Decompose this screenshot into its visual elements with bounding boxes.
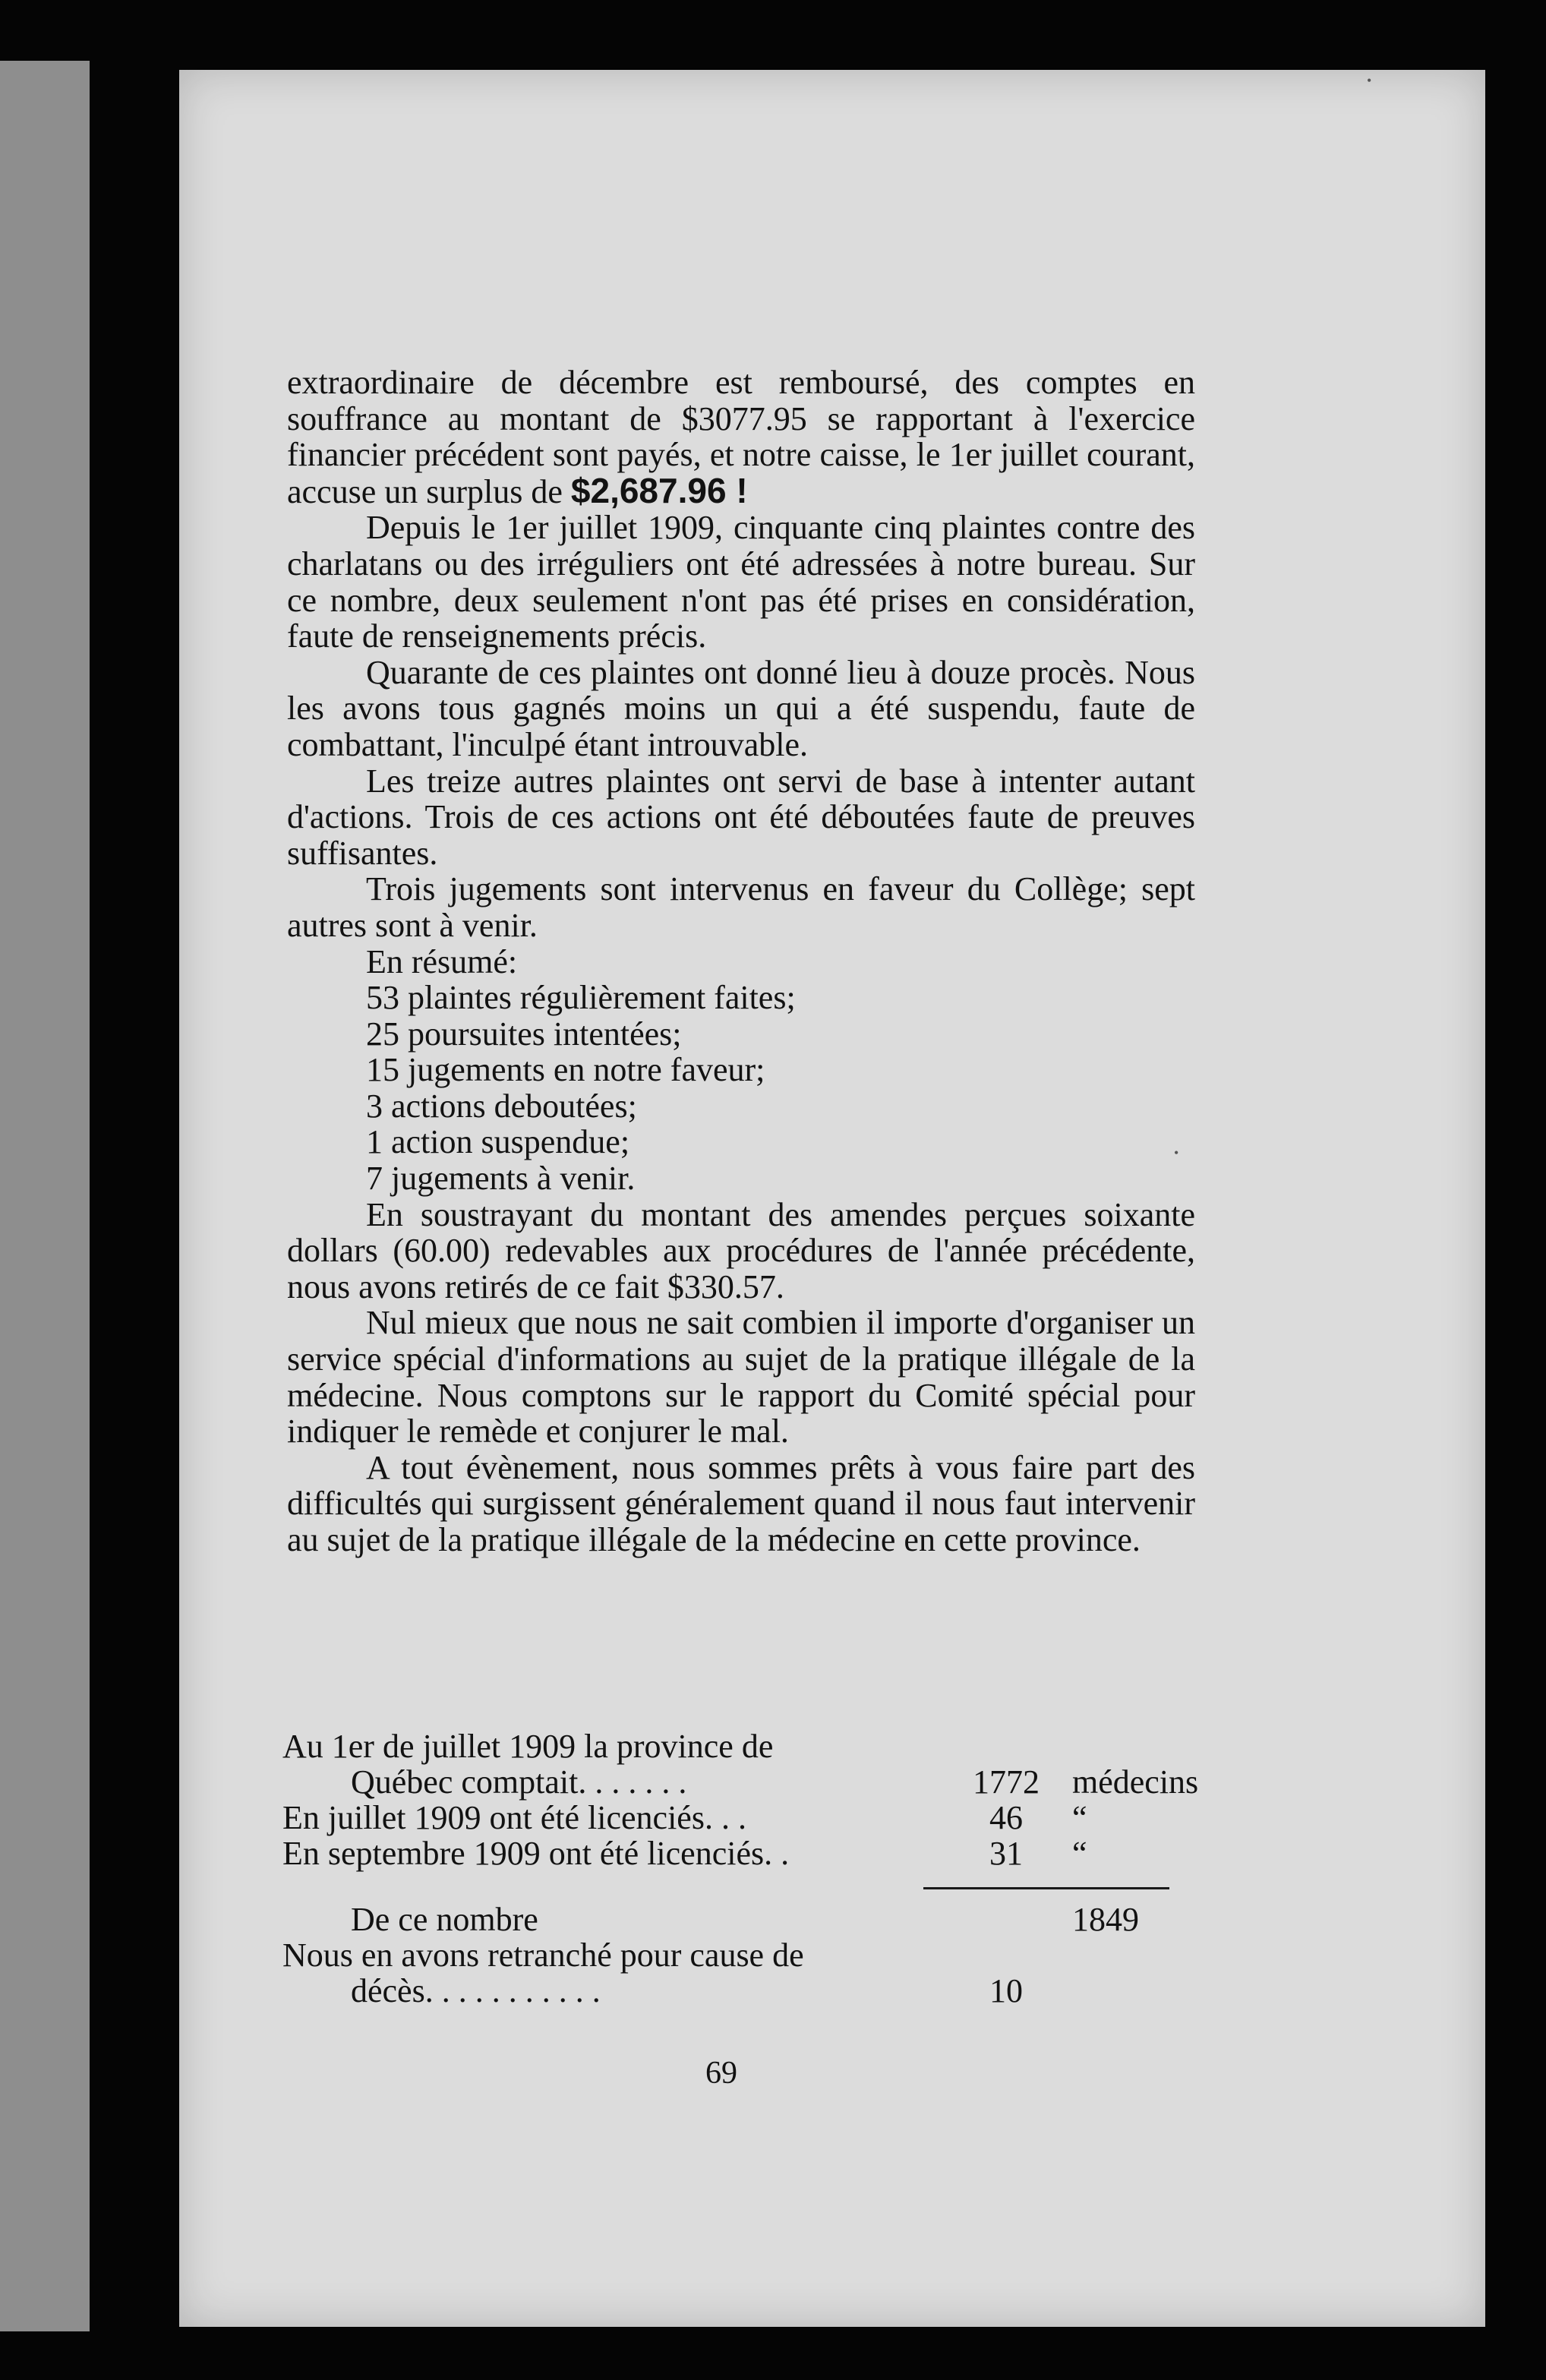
sum-rule [923,1887,1169,1889]
row-label: décès. . . . . . . . . . . [351,1972,601,2009]
surplus-amount: $2,687.96 ! [570,470,748,510]
page-number: 69 [705,2056,737,2091]
paragraph: Nul mieux que nous ne sait combien il importe d'organiser un service spécial d'informations au sujet de la pratique illégale de la médecine. Nous comptons sur le rapport du Comité spécial pour indiquer le remède et conjurer le mal. [287,1304,1195,1450]
table-row [282,1728,1186,1764]
table-row [282,1902,1186,1937]
row-label: Nous en avons retranché pour cause de [282,1937,804,1974]
scan-speck: • [1174,1145,1179,1160]
summary-item: 25 poursuites intentées; [366,1015,682,1053]
paragraph: En soustrayant du montant des amendes perçues soixante dollars (60.00) redevables aux procédures de l'année précédente, nous avons retirés de ce fait $330.57. [287,1195,1195,1305]
table-row [282,1836,1186,1871]
row-value: 10 [989,1972,1023,2009]
table-row [282,1763,1199,1801]
paragraph: Depuis le 1er juillet 1909, cinquante cinq plaintes contre des charlatans ou des irréguliers ont été adressées à notre bureau. Sur ce nombre, deux seulement n'ont pas été prises en considération, faute de renseignements précis. [287,509,1195,655]
summary-item: 7 jugements à venir. [366,1160,636,1198]
summary-item: 15 jugements en notre faveur; [366,1051,765,1089]
summary-list [287,980,1195,1197]
row-label: En juillet 1909 ont été licenciés. . . [282,1799,746,1836]
scan-speck: • [1367,73,1372,88]
row-total: 1849 [1072,1901,1139,1938]
paragraph: Quarante de ces plaintes ont donné lieu à douze procès. Nous les avons tous gagnés moins un qui a été suspendu, faute de combattant, l'inculpé étant introuvable. [287,653,1195,763]
row-label: Au 1er de juillet 1909 la province de [282,1728,774,1765]
table-row [282,1937,1186,1973]
table-row [282,1973,1186,2009]
paragraph: Trois jugements sont intervenus en faveur du Collège; sept autres sont à venir. [287,870,1195,944]
body-text [287,365,1195,1558]
row-value: 46 [989,1799,1023,1836]
summary-heading: En résumé: [366,942,518,980]
summary-item: 1 action suspendue; [366,1123,630,1161]
row-label: Québec comptait. . . . . . . [351,1763,687,1801]
row-label: En septembre 1909 ont été licenciés. . [282,1835,790,1872]
paragraph: Les treize autres plaintes ont servi de base à intenter autant d'actions. Trois de ces actions ont été déboutées faute de preuves suffisantes. [287,762,1195,872]
spacer [282,1871,1186,1902]
row-unit: “ [1072,1835,1087,1872]
facing-page-edge [0,61,90,2331]
physician-count-table [282,1728,1199,2009]
row-value: 1772 [973,1763,1040,1801]
row-unit: médecins [1072,1763,1199,1801]
summary-item: 3 actions deboutées; [366,1087,637,1125]
row-value: 31 [989,1835,1023,1872]
summary-item: 53 plaintes régulièrement faites; [366,979,796,1017]
paragraph: A tout évènement, nous sommes prêts à vous faire part des difficultés qui surgissent généralement quand il nous faut intervenir au sujet de la pratique illégale de la médecine en cette province. [287,1448,1195,1558]
table-row [282,1800,1186,1836]
paragraph-continuation: extraordinaire de décembre est remboursé, des comptes en souffrance au montant de $3077.95 se rapportant à l'exercice financier précédent sont payés, et notre caisse, le 1er juillet courant, accuse un surplus de $2,687.96 ! [287,364,1195,510]
row-unit: “ [1072,1799,1087,1836]
row-label: De ce nombre [351,1901,538,1938]
